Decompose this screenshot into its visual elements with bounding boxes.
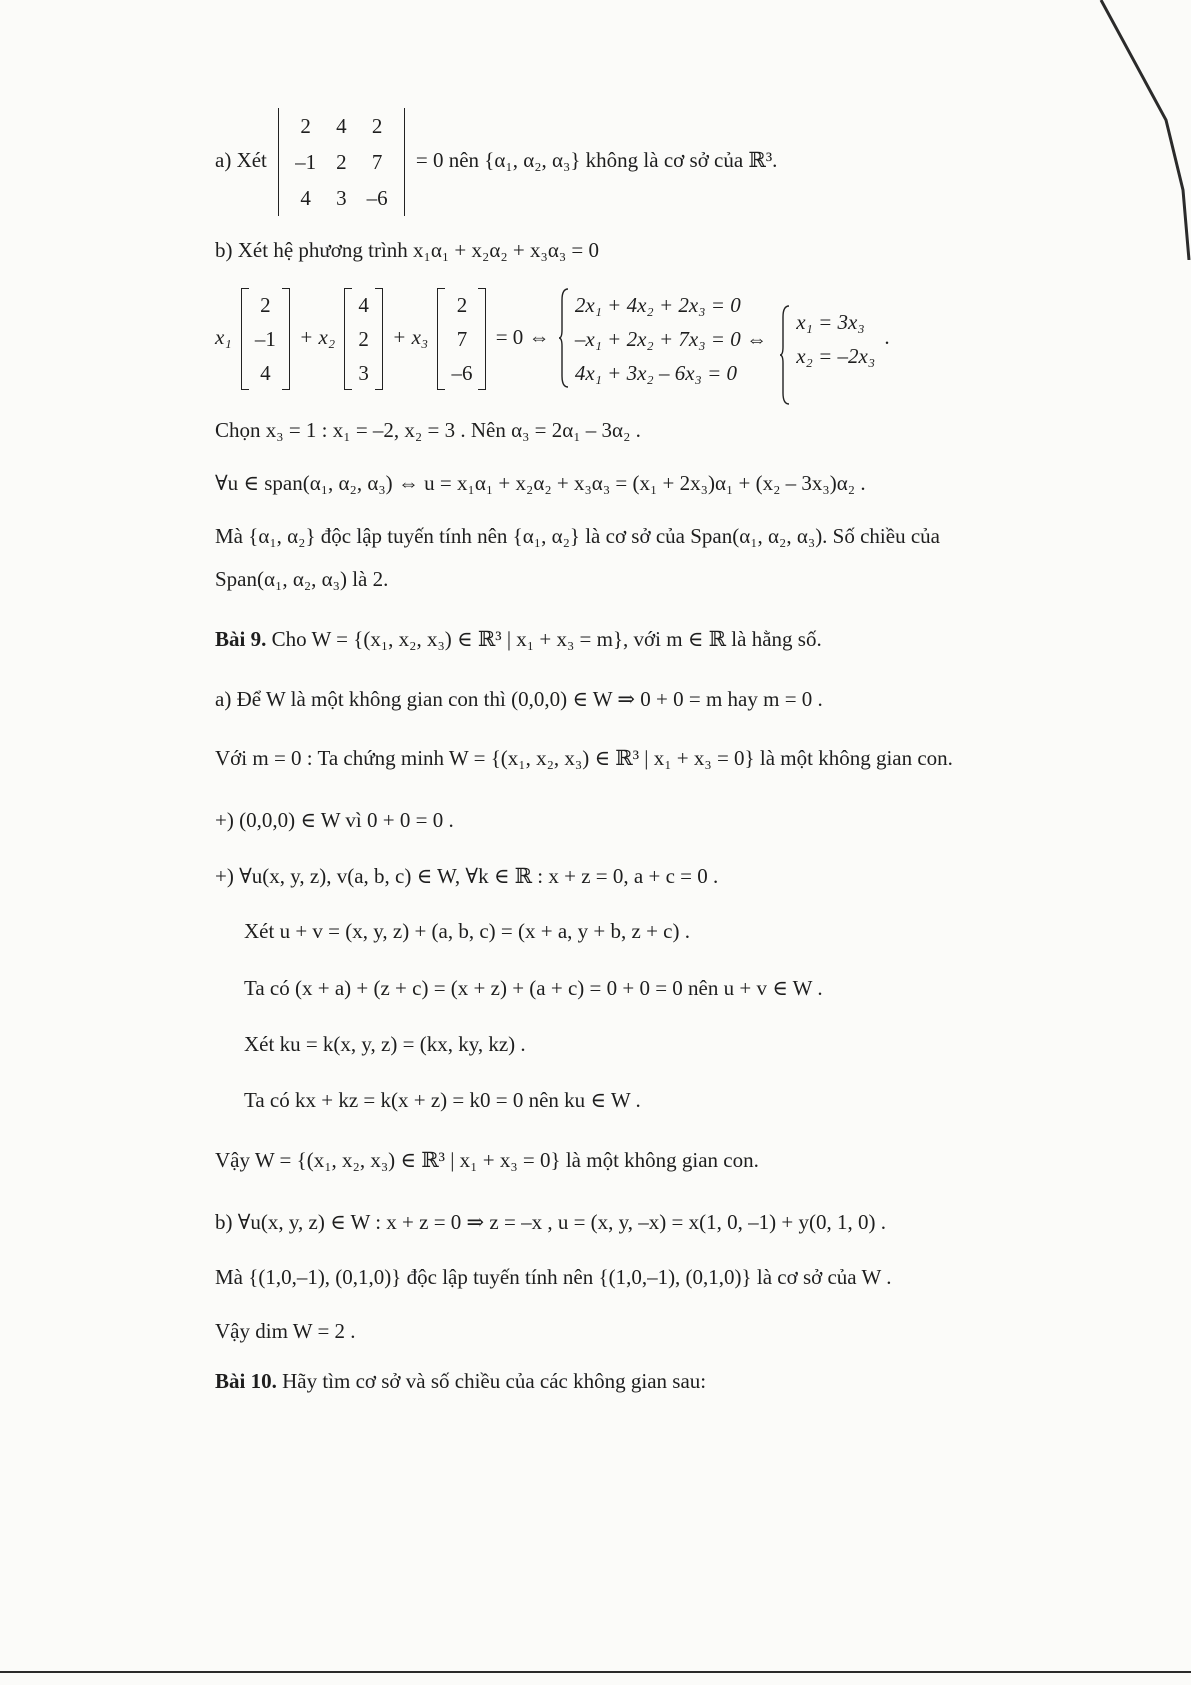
bai9-part-b: b) ∀u(x, y, z) ∈ W : x + z = 0 ⇒ z = –x , u = (x, y, –x) = x(1, 0, –1) + y(0, 1, 0) . <box>215 1210 886 1234</box>
left-brace-icon <box>780 305 790 405</box>
bai10-statement: Hãy tìm cơ sở và số chiều của các không gian sau: <box>276 1369 707 1393</box>
basis-line-1: Mà {α₁, α₂} độc lập tuyến tính nên {α₁, α₂} là cơ sở của Span(α₁, α₂, α₃). Số chiều của <box>215 524 940 548</box>
bai9-step-1: Xét u + v = (x, y, z) + (a, b, c) = (x + a, y + b, z + c) . <box>244 919 690 943</box>
solution-row: x₂ = –2x₃ <box>796 344 876 368</box>
det-cell: 4 <box>300 186 311 210</box>
bai9-step-4: Ta có kx + kz = k(x + z) = k0 = 0 nên ku ∈ W . <box>244 1088 641 1112</box>
part-a-label: a) Xét <box>215 147 267 172</box>
determinant <box>278 108 405 216</box>
det-cell: 7 <box>371 150 383 174</box>
bai9-step-3: Xét ku = k(x, y, z) = (kx, ky, kz) . <box>244 1032 526 1056</box>
bai9-point-2: +) ∀u(x, y, z), v(a, b, c) ∈ W, ∀k ∈ ℝ : x + z = 0, a + c = 0 . <box>215 864 719 888</box>
bai9-statement: Cho W = {(x₁, x₂, x₃) ∈ ℝ³ | x₁ + x₃ = m}, với m ∈ ℝ là hằng số. <box>266 627 822 651</box>
part-a-line <box>215 108 777 216</box>
solution-row: x₁ = 3x₃ <box>796 310 865 334</box>
part-b-equation <box>215 288 890 390</box>
basis-line-2: Span(α₁, α₂, α₃) là 2. <box>215 567 389 591</box>
coef-x1: x₁ <box>215 324 232 349</box>
bai9-point-1: +) (0,0,0) ∈ W vì 0 + 0 = 0 . <box>215 808 454 832</box>
linear-system <box>559 288 767 390</box>
vec-cell: –6 <box>451 361 473 385</box>
vec-cell: 3 <box>358 361 369 385</box>
bai9-part-a: a) Để W là một không gian con thì (0,0,0) ∈ W ⇒ 0 + 0 = m hay m = 0 . <box>215 687 823 711</box>
det-cell: 2 <box>300 114 311 138</box>
system-row: 2x₁ + 4x₂ + 2x₃ = 0 <box>574 293 741 317</box>
coef-x3: + x₃ <box>392 324 429 349</box>
bai10-title: Bài 10. <box>215 1369 277 1393</box>
part-a-conclusion: = 0 nên {α₁, α₂, α₃} không là cơ sở của ℝ³. <box>415 147 778 172</box>
bai9-step-2: Ta có (x + a) + (z + c) = (x + z) + (a + c) = 0 + 0 = 0 nên u + v ∈ W . <box>244 976 823 1000</box>
vector-alpha3 <box>437 288 486 390</box>
bai10-heading <box>215 1367 706 1395</box>
vec-cell: 2 <box>260 293 271 317</box>
left-brace-icon <box>559 288 569 388</box>
det-cell: 4 <box>336 114 347 138</box>
vector-alpha1 <box>241 288 290 390</box>
chon-line: Chọn x₃ = 1 : x₁ = –2, x₂ = 3 . Nên α₃ = 2α₁ – 3α₂ . <box>215 418 641 442</box>
vec-cell: 7 <box>456 327 468 351</box>
part-b-intro: b) Xét hệ phương trình x₁α₁ + x₂α₂ + x₃α₃ = 0 <box>215 238 599 262</box>
solution-system <box>780 305 875 373</box>
bai9-dim: Vậy dim W = 2 . <box>215 1319 356 1343</box>
coef-x2: + x₂ <box>299 324 336 349</box>
det-cell: 2 <box>336 150 347 174</box>
system-row: –x₁ + 2x₂ + 7x₃ = 0 ⇔ <box>574 327 767 351</box>
bai9-voi: Với m = 0 : Ta chứng minh W = {(x₁, x₂, x₃) ∈ ℝ³ | x₁ + x₃ = 0} là một không gian con. <box>215 746 953 770</box>
bottom-rule <box>0 1671 1191 1683</box>
equiv-sign: = 0 ⇔ <box>495 324 550 349</box>
vec-cell: 4 <box>260 361 271 385</box>
scan-edge-shadow <box>1071 0 1191 260</box>
det-cell: –1 <box>295 150 317 174</box>
span-line: ∀u ∈ span(α₁, α₂, α₃) ⇔ u = x₁α₁ + x₂α₂ + x₃α₃ = (x₁ + 2x₃)α₁ + (x₂ – 3x₃)α₂ . <box>215 471 866 495</box>
vec-cell: 4 <box>358 293 369 317</box>
vec-cell: –1 <box>254 327 276 351</box>
bai9-heading <box>215 625 822 653</box>
period: . <box>884 324 890 349</box>
det-cell: 3 <box>336 186 347 210</box>
system-row: 4x₁ + 3x₂ – 6x₃ = 0 <box>574 361 738 385</box>
vector-alpha2 <box>344 288 383 390</box>
vec-cell: 2 <box>456 293 468 317</box>
det-cell: –6 <box>366 186 388 210</box>
bai9-basis: Mà {(1,0,–1), (0,1,0)} độc lập tuyến tính nên {(1,0,–1), (0,1,0)} là cơ sở của W . <box>215 1265 892 1289</box>
bai9-title: Bài 9. <box>215 627 267 651</box>
vec-cell: 2 <box>358 327 369 351</box>
det-cell: 2 <box>371 114 383 138</box>
bai9-conclusion-1: Vậy W = {(x₁, x₂, x₃) ∈ ℝ³ | x₁ + x₃ = 0} là một không gian con. <box>215 1148 759 1172</box>
